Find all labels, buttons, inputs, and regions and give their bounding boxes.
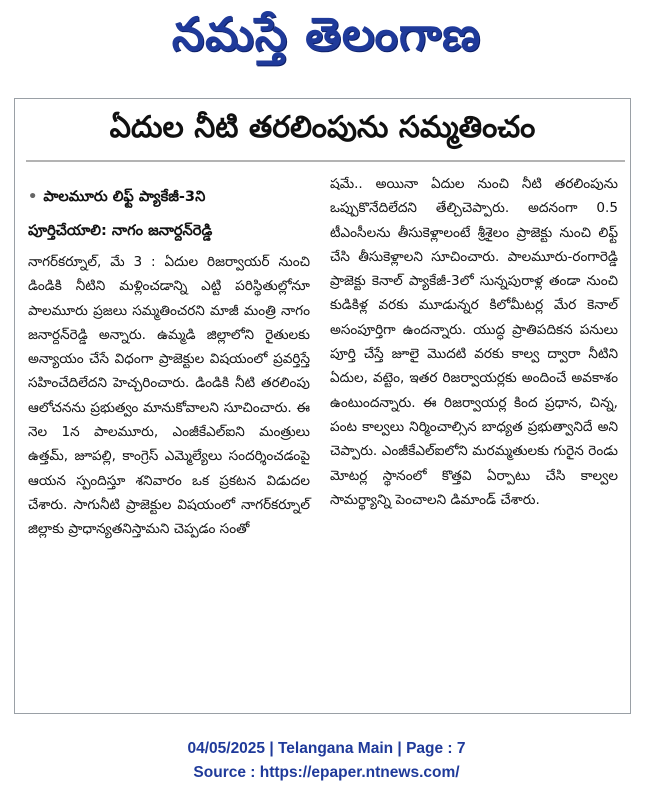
- subheading-line-2: పూర్తిచేయాలి: నాగం జనార్దన్‌రెడ్డి: [28, 222, 213, 239]
- bullet-icon: •: [28, 188, 38, 205]
- masthead-logo: [0, 0, 653, 80]
- source-link[interactable]: Source : https://epaper.ntnews.com/: [193, 764, 460, 781]
- article-headline: ఏదుల నీటి తరలింపును సమ్మతించం: [109, 110, 536, 145]
- article-subheading: [28, 180, 310, 248]
- article-body-left-column: నాగర్‌కర్నూల్, మే 3 : ఏదుల రిజర్వాయర్ నుంచి డిండికి నీటిని మళ్లించడాన్ని ఎట్టి పరిస్థితుల్లోనూ పాలమూరు ప్రజలు సమ్మతించరని మాజీ మంత్రి నాగం జనార్దన్‌రెడ్డి అన్నారు. ఉమ్మడి జిల్లాలోని రైతులకు అన్యాయం చేసే విధంగా ప్రాజెక్టుల విషయంలో ప్రవర్తిస్తే సహించేదిలేదని హెచ్చరించారు. డిండికి నీటి తరలింపు ఆలోచనను ప్రభుత్వం మానుకోవాలని సూచించారు. ఈ నెల 1న పాలమూరు, ఎంజీకేఎల్‌ఐని మంత్రులు ఉత్తమ్, జూపల్లి, కాంగ్రెస్ ఎమ్మెల్యేలు సందర్శించడంపై ఆయన స్పందిస్తూ శనివారం ఒక ప్రకటన విడుదల చేశారు. సాగునీటి ప్రాజెక్టుల విషయంలో నాగర్‌కర్నూల్ జిల్లాకు ప్రాధాన్యతనిస్తామని చెప్పడం సంతో: [28, 254, 310, 538]
- newspaper-title: నమస్తే తెలంగాణ: [171, 7, 482, 61]
- article-body-right-column: షమే.. అయినా ఏదుల నుంచి నీటి తరలింపును ఒప్పుకొనేదిలేదని తేల్చిచెప్పారు. అదనంగా 0.5 టీఎంసీలను తీసుకెళ్లాలంటే శ్రీశైలం ప్రాజెక్టు నుంచి లిఫ్ట్ చేసి తీసుకెళ్లాలని సూచించారు. పాలమూరు-రంగారెడ్డి ప్రాజెక్టు కెనాల్ ప్యాకేజీ-3లో సున్నపురాళ్ల తండా నుంచి కుడికిళ్ల వరకు మూడున్నర కిలోమీటర్ల మేర కెనాల్ అసంపూర్తిగా ఉందన్నారు. యుద్ధ ప్రాతిపదికన పనులు పూర్తి చేస్తే జూలై మొదటి వరకు కాల్వ ద్వారా నీటిని ఏదుల, వట్టెం, ఇతర రిజర్వాయర్లకు అందించే అవకాశం ఉంటుందన్నారు. ఈ రిజర్వాయర్ల కింద ప్రధాన, చిన్న, పంట కాల్వలు నిర్మించాల్సిన బాధ్యత ప్రభుత్వానిదే అని చెప్పారు. ఎంజీకేఎల్‌ఐలోని మరమ్మతులకు గురైన రెండు మోటర్ల స్థానంలో కొత్తవి ఏర్పాటు చేసి కాల్వల సామర్థ్యాన్ని పెంచాలని డిమాండ్ చేశారు.: [330, 176, 618, 508]
- edition-info: 04/05/2025 | Telangana Main | Page : 7: [187, 740, 466, 757]
- subheading-line-1: పాలమూరు లిఫ్ట్ ప్యాకేజీ-3ని: [43, 188, 206, 205]
- headline-divider: [26, 160, 625, 162]
